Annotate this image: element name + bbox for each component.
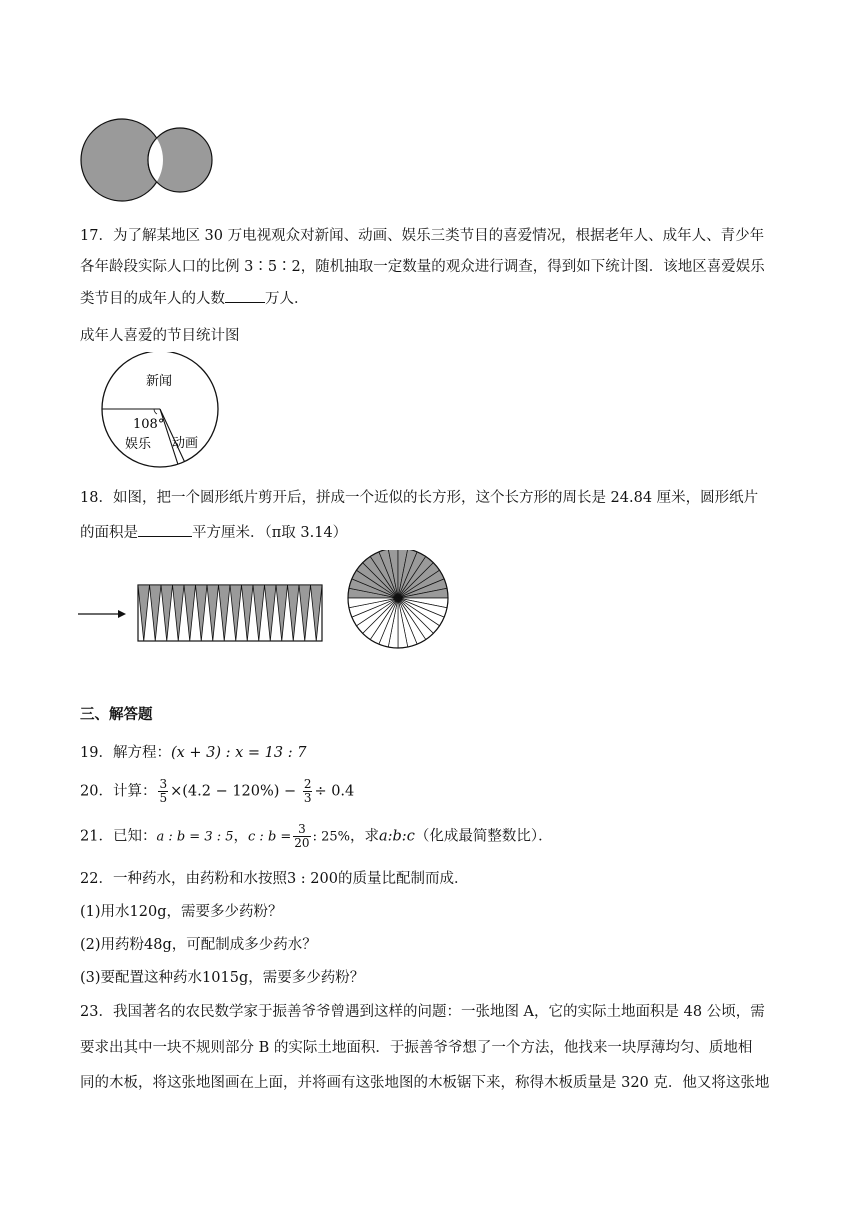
pie-label-animation: 动画: [172, 436, 199, 451]
pie-label-news: 新闻: [146, 374, 173, 389]
q20-f2-den: 3: [303, 791, 312, 805]
q21-prefix: 21．已知：: [80, 828, 157, 845]
q20-f2-num: 2: [303, 777, 312, 791]
q18-answer-blank: [138, 522, 192, 537]
q21-f-den: 20: [294, 836, 310, 850]
q22-part2: (2)用药粉48g，可配制成多少药水？: [80, 937, 317, 953]
q17-line3: [80, 288, 309, 309]
q17-line3-text: 类节目的成年人的人数: [80, 291, 225, 307]
q20-fraction-2: [303, 778, 313, 805]
q20-mid: ×(4.2 − 120%) −: [170, 783, 301, 800]
q18-line2-tail: 平方厘米．（π取 3.14）: [192, 525, 348, 541]
q21: [80, 823, 553, 851]
q21-sep: ，: [233, 828, 249, 845]
q20-fraction-1: [158, 778, 168, 805]
q21-fraction: [293, 823, 310, 850]
q21-f-num: 3: [293, 823, 310, 837]
q20: [80, 778, 354, 805]
q22-stem: 22．一种药水，由药粉和水按照3 : 200的质量比配制而成．: [80, 871, 469, 887]
section3-title: 三、解答题: [80, 706, 153, 723]
q22-part1: (1)用水120g，需要多少药粉？: [80, 904, 283, 920]
q17-line1: 17．为了解某地区 30 万电视观众对新闻、动画、娱乐三类节目的喜爱情况，根据老年人、成年人、青少年: [80, 228, 765, 244]
q18-line1: 18．如图，把一个圆形纸片剪开后，拼成一个近似的长方形，这个长方形的周长是 24.84 厘米，圆形纸片: [80, 490, 759, 506]
q20-f1-den: 5: [159, 791, 168, 805]
pie-chart: [98, 352, 224, 470]
q17-answer-blank: [225, 288, 265, 303]
q17-chart-title: 成年人喜爱的节目统计图: [80, 328, 240, 344]
venn-diagram: [80, 118, 220, 202]
pie-label-entertainment: 娱乐: [125, 437, 152, 452]
q18-figure: [76, 550, 456, 670]
q18-line2-text: 的面积是: [80, 525, 138, 541]
q19-prefix: 19．解方程：: [80, 745, 171, 761]
q23-line1: 23．我国著名的农民数学家于振善爷爷曾遇到这样的问题：一张地图 A，它的实际土地面积是 48 公顷，需: [80, 1004, 765, 1020]
q23-line2: 要求出其中一块不规则部分 B 的实际土地面积．于振善爷爷想了一个方法，他找来一块厚薄均匀、质地相: [80, 1040, 753, 1056]
q22-part3: (3)要配置这种药水1015g，需要多少药粉？: [80, 970, 365, 986]
q17-line3-unit: 万人．: [265, 291, 309, 307]
q21-abc: a:b:c: [379, 828, 415, 845]
q19: [80, 743, 306, 763]
q21-percent: : 25%: [312, 829, 350, 845]
q20-prefix: 20．计算：: [80, 783, 157, 800]
q18-line2: [80, 522, 347, 543]
q21-tail: （化成最简整数比）．: [414, 828, 553, 845]
arrow-icon: [78, 610, 126, 618]
q21-ask: ，求: [350, 828, 379, 845]
q21-ratio-ab: a : b = 3 : 5: [156, 829, 234, 845]
q21-ratio-cb: c : b =: [248, 829, 292, 845]
q19-equation: (x + 3) : x = 13 : 7: [170, 745, 307, 761]
pie-label-angle: 108°: [133, 417, 165, 432]
q20-f1-num: 3: [159, 777, 168, 791]
q17-line2: 各年龄段实际人口的比例 3∶5∶2，随机抽取一定数量的观众进行调查，得到如下统计图．该地区喜爱娱乐: [80, 259, 765, 275]
q20-tail: ÷ 0.4: [314, 783, 355, 800]
q23-line3: 同的木板，将这张地图画在上面，并将画有这张地图的木板锯下来，称得木板质量是 320 克．他又将这张地: [80, 1075, 770, 1091]
